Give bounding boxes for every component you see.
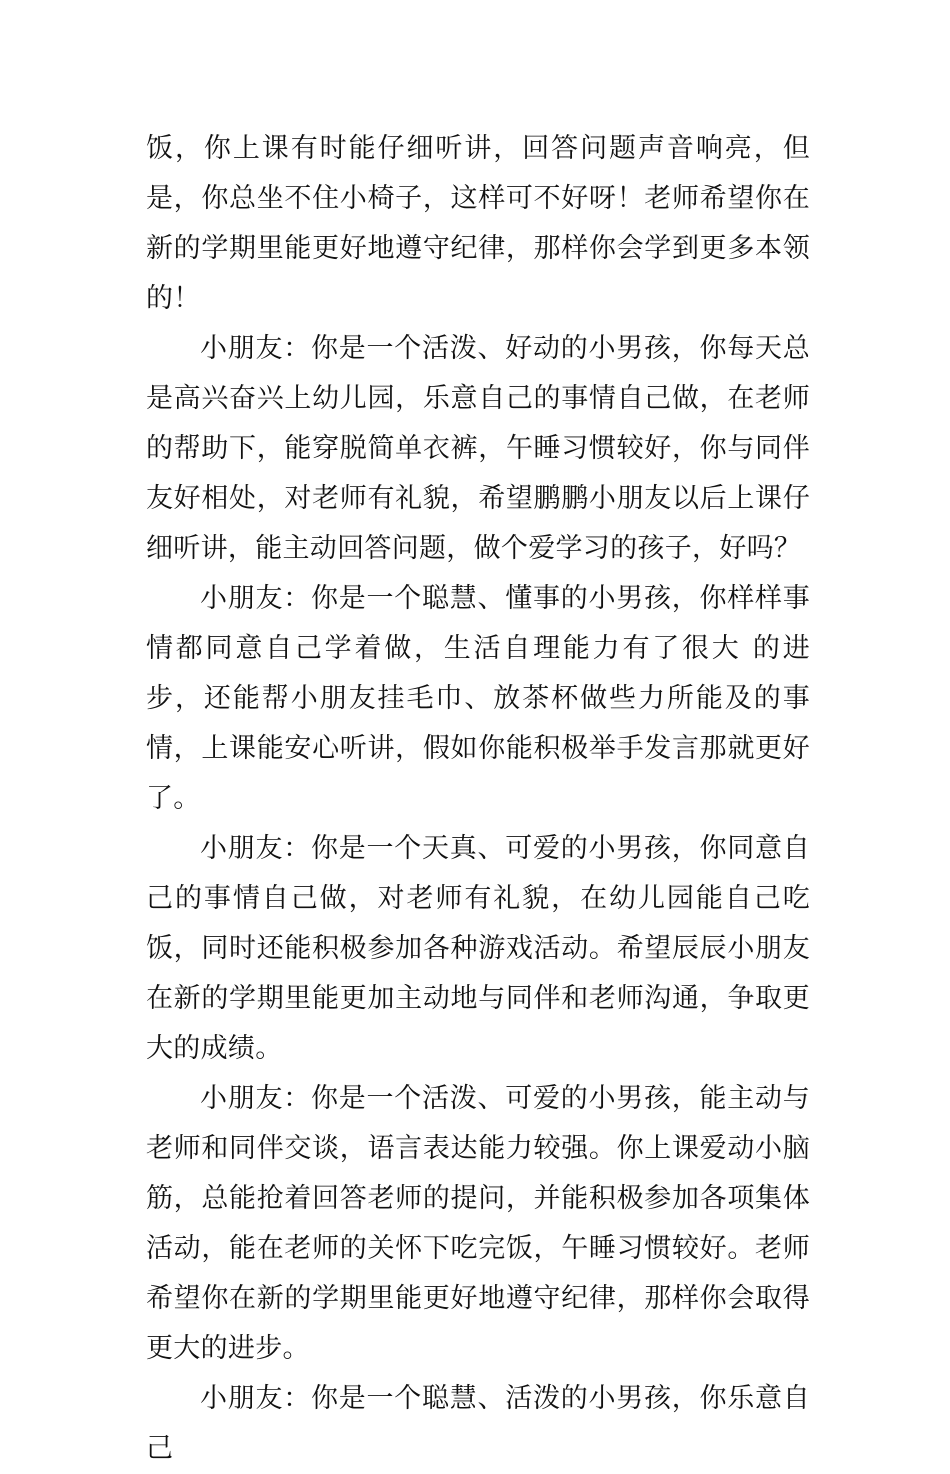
paragraph-comment-4: 小朋友：你是一个天真、可爱的小男孩，你同意自己的事情自己做，对老师有礼貌，在幼儿园能自己吃饭，同时还能积极参加各种游戏活动。希望辰辰小朋友在新的学期里能更加主动地与同伴和老师沟通，争取更大的成绩。 [146, 833, 810, 1064]
paragraph-comment-2: 小朋友：你是一个活泼、好动的小男孩，你每天总是高兴奋兴上幼儿园，乐意自己的事情自己做，在老师的帮助下，能穿脱简单衣裤，午睡习惯较好，你与同伴友好相处，对老师有礼貌，希望鹏鹏小朋友以后上课仔细听讲，能主动回答问题，做个爱学习的孩子，好吗？ [146, 333, 810, 564]
paragraph-comment-3: 小朋友：你是一个聪慧、懂事的小男孩，你样样事情都同意自己学着做，生活自理能力有了很大 的进步，还能帮小朋友挂毛巾、放茶杯做些力所能及的事情，上课能安心听讲，假如你能积极举手发言那就更好了。 [146, 583, 810, 814]
paragraph-comment-5: 小朋友：你是一个活泼、可爱的小男孩，能主动与老师和同伴交谈，语言表达能力较强。你上课爱动小脑筋，总能抢着回答老师的提问，并能积极参加各项集体活动，能在老师的关怀下吃完饭，午睡习惯较好。老师希望你在新的学期里能更好地遵守纪律，那样你会取得更大的进步。 [146, 1083, 810, 1364]
paragraph-continued: 饭，你上课有时能仔细听讲，回答问题声音响亮，但是，你总坐不住小椅子，这样可不好呀！老师希望你在新的学期里能更好地遵守纪律，那样你会学到更多本领的！ [146, 133, 810, 314]
paragraph-comment-6: 小朋友：你是一个聪慧、活泼的小男孩，你乐意自己 [146, 1383, 810, 1464]
document-body [146, 124, 810, 1474]
